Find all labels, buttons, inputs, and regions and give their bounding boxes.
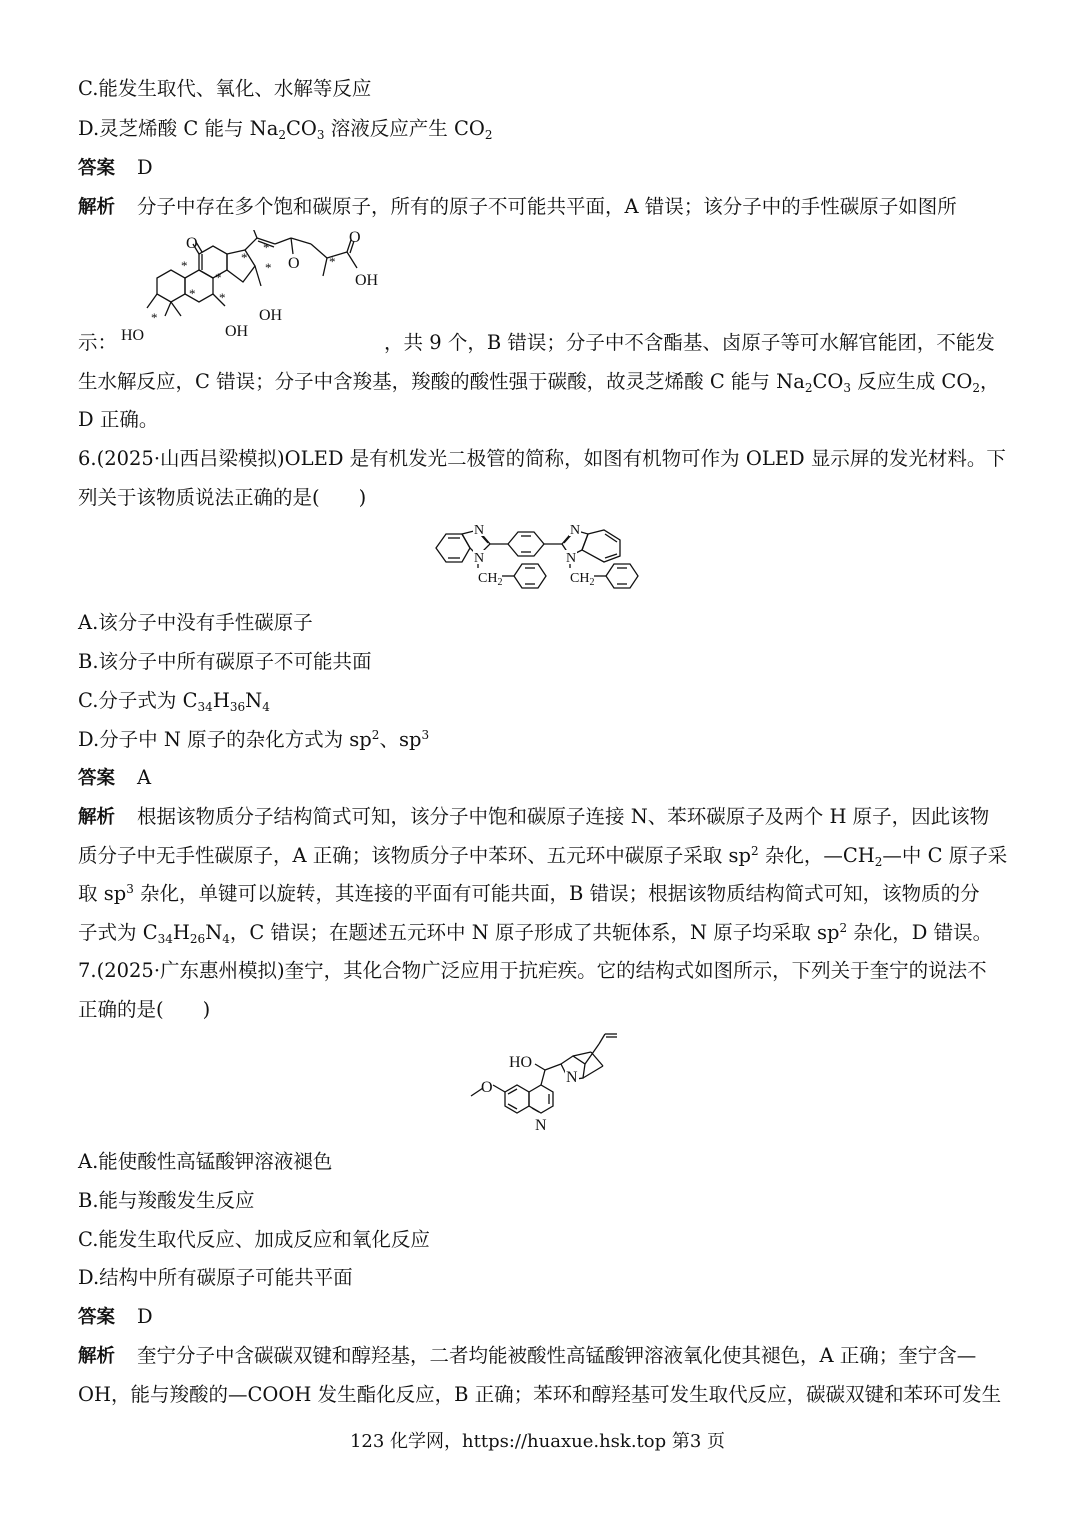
analysis-label: 解析 — [78, 1346, 116, 1367]
analysis-label: 解析 — [78, 807, 116, 828]
q5-analysis-line-4: D 正确。 — [78, 408, 159, 431]
chiral-star: * — [181, 258, 188, 273]
q6-analysis-line-1: 解析 根据该物质分子结构简式可知，该分子中饱和碳原子连接 N、苯环碳原子及两个 H 原子，因此该物 — [78, 805, 990, 828]
q6-analysis-line-4: 子式为 $C_{34}H_{26}N_4$，C 错误；在题述五元环中 N 原子形成了共轭体系，N 原子均采取 $sp^2$ 杂化，D 错误。 — [78, 921, 993, 946]
q6-option-b: B.该分子中所有碳原子不可能共面 — [78, 650, 372, 673]
q5-option-d: D.灵芝烯酸 C 能与 $Na_2CO_3$ 溶液反应产生 $CO_2$ — [78, 117, 493, 142]
chiral-star: * — [151, 310, 158, 325]
lingzhi-ho-label: HO — [121, 327, 145, 344]
oled-n-label: N — [474, 523, 485, 538]
lingzhi-oh-label: OH — [259, 307, 283, 324]
lingzhi-oh-label: OH — [355, 272, 379, 289]
q7-stem-line-2: 正确的是( ) — [78, 998, 211, 1021]
oled-n-label: N — [570, 523, 581, 538]
q7-analysis-line-1: 解析 奎宁分子中含碳碳双键和醇羟基，二者均能被酸性高锰酸钾溶液氧化使其褪色，A 正确；奎宁含— — [78, 1344, 977, 1367]
quinine-structure — [465, 1030, 625, 1140]
q6-stem-line-1: 6.(2025·山西吕梁模拟)OLED 是有机发光二极管的简称，如图有机物可作为 OLED 显示屏的发光材料。下 — [78, 447, 1006, 470]
oled-n-label: N — [566, 551, 577, 566]
q6-analysis-line-3: 取 $sp^3$ 杂化，单键可以旋转，其连接的平面有可能共面，B 错误；根据该物质结构简式可知，该物质的分 — [78, 882, 980, 905]
q7-option-c: C.能发生取代反应、加成反应和氧化反应 — [78, 1228, 430, 1251]
q7-option-a: A.能使酸性高锰酸钾溶液褪色 — [78, 1150, 333, 1173]
chiral-star: * — [241, 250, 248, 265]
lingzhi-oh-label: OH — [225, 323, 249, 340]
q6-analysis-line-2: 质分子中无手性碳原子，A 正确；该物质分子中苯环、五元环中碳原子采取 $sp^2$ 杂化，$—CH_2—$中 C 原子采 — [78, 844, 1008, 869]
answer-label: 答案 — [78, 1307, 116, 1328]
page-footer: 123 化学网，https://huaxue.hsk.top 第3 页 — [349, 1431, 726, 1452]
answer-value: D — [137, 156, 153, 179]
q6-option-d: D.分子中 N 原子的杂化方式为 $sp^2$、$sp^3$ — [78, 728, 430, 751]
answer-value: A — [137, 766, 152, 789]
lingzhi-o-label: O — [288, 255, 300, 272]
q5-analysis-line-1: 解析 分子中存在多个饱和碳原子，所有的原子不可能共平面，A 错误；该分子中的手性碳原子如图所 — [78, 195, 957, 218]
quinine-n-label: N — [535, 1117, 547, 1134]
q7-stem-line-1: 7.(2025·广东惠州模拟)奎宁，其化合物广泛应用于抗疟疾。它的结构式如图所示，下列关于奎宁的说法不 — [78, 959, 987, 982]
quinine-ho-label: HO — [509, 1054, 533, 1071]
oled-ch2-label: $CH_2$ — [570, 571, 595, 588]
oled-molecule-structure — [430, 520, 645, 600]
q5-analysis-line-3: 生水解反应，C 错误；分子中含羧基，羧酸的酸性强于碳酸，故灵芝烯酸 C 能与 $Na_2CO_3$ 反应生成 $CO_2$， — [78, 370, 1000, 395]
oled-n-label: N — [474, 551, 485, 566]
analysis-label: 解析 — [78, 197, 116, 218]
chiral-star: * — [219, 290, 226, 305]
q7-analysis-line-2: OH，能与羧酸的—COOH 发生酯化反应，B 正确；苯环和醇羟基可发生取代反应，碳碳双键和苯环可发生 — [78, 1383, 1002, 1406]
q6-option-c: C.分子式为 $C_{34}H_{36}N_4$ — [78, 689, 270, 714]
quinine-o-label: O — [481, 1079, 493, 1096]
q6-option-a: A.该分子中没有手性碳原子 — [78, 611, 313, 634]
chiral-star: * — [189, 286, 196, 301]
chiral-star: * — [263, 240, 270, 255]
chiral-star: * — [215, 270, 222, 285]
q7-option-b: B.能与羧酸发生反应 — [78, 1189, 255, 1212]
lingzhi-o-label: O — [349, 230, 361, 246]
q5-analysis-line-2: 示： ，共 9 个，B 错误；分子中不含酯基、卤原子等可水解官能团，不能发 — [78, 331, 995, 354]
answer-value: D — [137, 1305, 153, 1328]
quinine-n-label: N — [566, 1069, 578, 1086]
chiral-star: * — [329, 254, 336, 269]
chiral-star: * — [265, 260, 272, 275]
answer-label: 答案 — [78, 158, 116, 179]
q7-option-d: D.结构中所有碳原子可能共平面 — [78, 1266, 353, 1289]
q5-option-c: C.能发生取代、氧化、水解等反应 — [78, 77, 372, 100]
q7-answer — [78, 1304, 153, 1331]
q6-answer — [78, 765, 151, 792]
q6-stem-line-2: 列关于该物质说法正确的是( ) — [78, 486, 367, 509]
oled-ch2-label: $CH_2$ — [478, 571, 503, 588]
q5-answer — [78, 155, 153, 182]
answer-label: 答案 — [78, 768, 116, 789]
lingzhi-o-label: O — [186, 235, 198, 252]
